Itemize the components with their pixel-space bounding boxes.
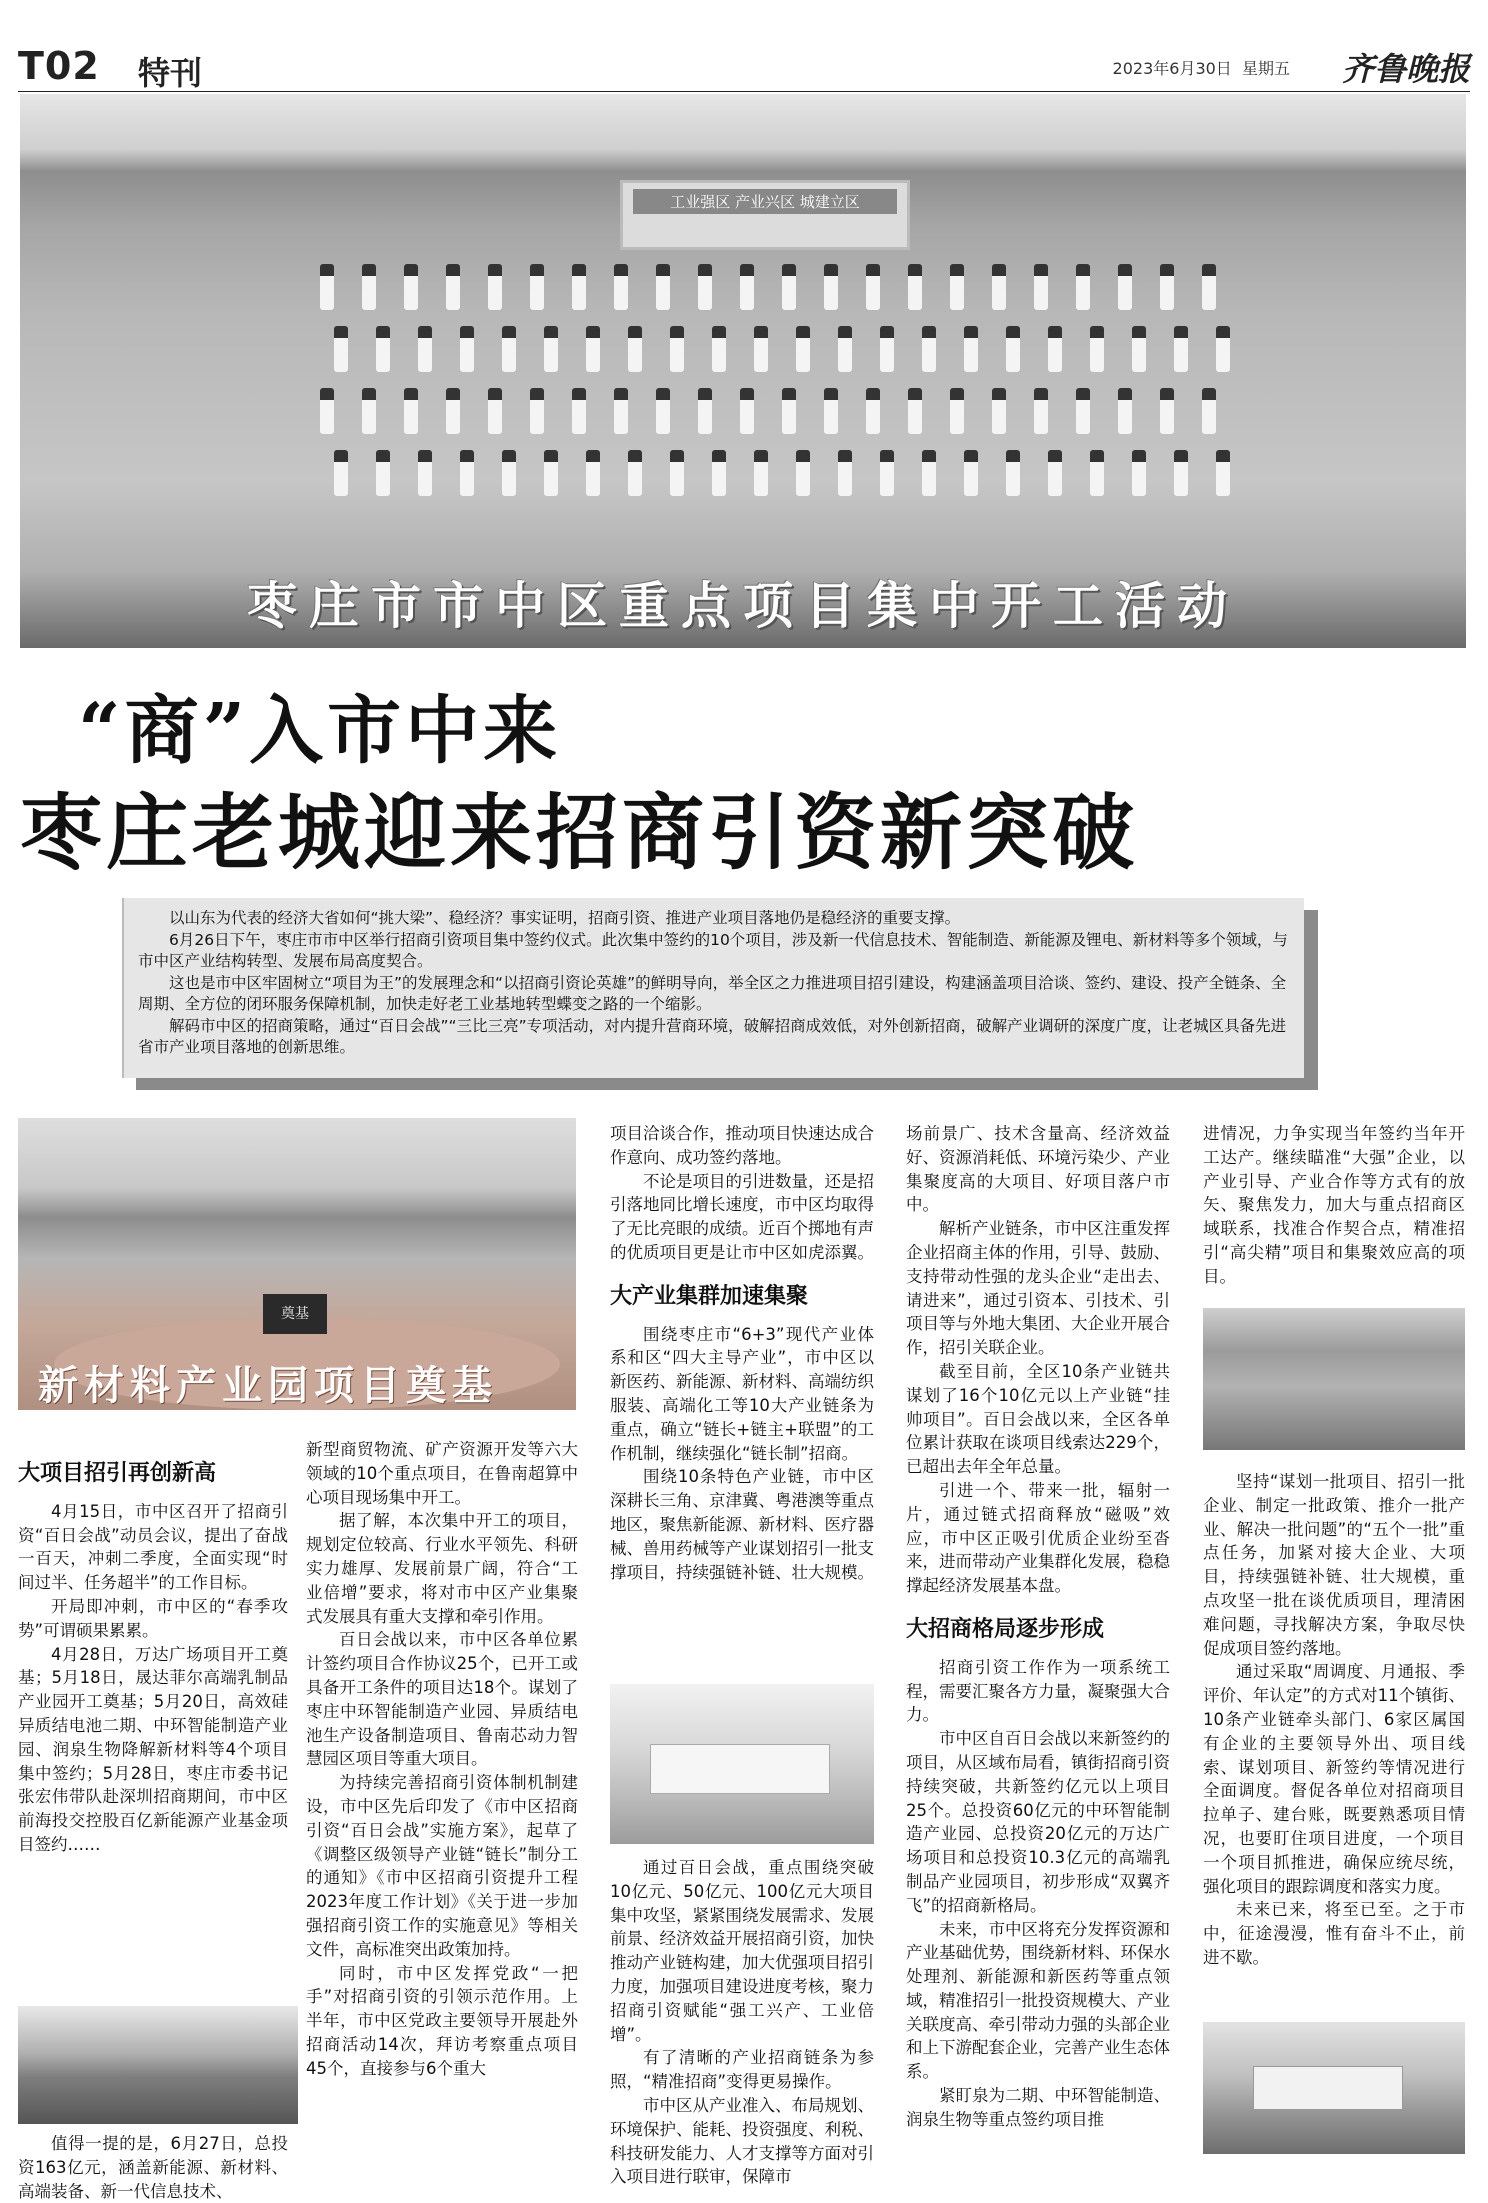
person-figure xyxy=(1202,388,1216,434)
person-figure xyxy=(964,450,978,496)
paragraph: 紧盯泉为二期、中环智能制造、润泉生物等重点签约项目推 xyxy=(906,2086,1170,2129)
person-figure xyxy=(1076,388,1090,434)
person-figure xyxy=(586,326,600,372)
person-figure xyxy=(838,326,852,372)
person-figure xyxy=(950,388,964,434)
person-figure xyxy=(1174,450,1188,496)
paragraph: 开局即冲刺，市中区的“春季攻势”可谓硕果累累。 xyxy=(18,1596,288,1640)
paragraph: 引进一个、带来一批，辐射一片，通过链式招商释放“磁吸”效应，市中区正吸引优质企业纷至沓来，进而带动产业集群化发展，稳稳撑起经济发展基本盘。 xyxy=(906,1480,1170,1596)
paragraph: 招商引资工作作为一项系统工程，需要汇聚各方力量，凝聚强大合力。 xyxy=(906,1657,1170,1725)
stage-banner xyxy=(620,180,910,250)
person-figure xyxy=(614,388,628,434)
person-figure xyxy=(586,450,600,496)
person-figure xyxy=(1034,264,1048,310)
person-figure xyxy=(824,388,838,434)
issue-date xyxy=(1113,56,1290,79)
column-5-bottom xyxy=(1203,1470,1465,1970)
person-figure xyxy=(670,450,684,496)
person-figure xyxy=(1160,264,1174,310)
person-figure xyxy=(908,264,922,310)
person-figure xyxy=(656,264,670,310)
paragraph: 通过采取“周调度、月通报、季评价、年认定”的方式对11个镇街、10条产业链牵头部门、6家区属国有企业的主要领导外出、项目线索、谋划项目、新签约等情况进行全面调度。督促各单位对招商项目拉单子、建台账，既要熟悉项目情况，也要盯住项目进度，一个项目一个项目抓推进，确保应统尽统，强化项目的跟踪调度和落实力度。 xyxy=(1203,1662,1465,1896)
person-figure xyxy=(922,326,936,372)
factory-rendering-photo xyxy=(610,1684,874,1844)
person-figure xyxy=(866,388,880,434)
person-figure xyxy=(530,388,544,434)
paragraph: 据了解，本次集中开工的项目，规划定位较高、行业水平领先、科研实力雄厚、发展前景广阔，符合“工业倍增”要求，将对市中区产业集聚式发展具有重大支撑和牵引作用。 xyxy=(306,1511,578,1626)
person-figure xyxy=(628,326,642,372)
person-figure xyxy=(502,450,516,496)
person-figure xyxy=(1216,450,1230,496)
person-figure xyxy=(698,388,712,434)
person-figure xyxy=(628,450,642,496)
paragraph: 进情况，力争实现当年签约当年开工达产。继续瞄准“大强”企业，以产业引导、产业合作等方式有的放矢、聚焦发力，加大与重点招商区域联系，找准合作契合点，精准招引“高尖精”项目和集聚效应高的项目。 xyxy=(1203,1124,1465,1286)
masthead xyxy=(18,44,1470,92)
column-1 xyxy=(18,1462,288,1857)
person-figure xyxy=(796,326,810,372)
building-shape xyxy=(1253,2066,1403,2110)
paragraph: 场前景广、技术含量高、经济效益好、资源消耗低、环境污染少、产业集聚度高的大项目、好项目落户市中。 xyxy=(906,1124,1170,1215)
column-1-bottom xyxy=(18,2132,288,2203)
person-figure xyxy=(376,326,390,372)
lead-paragraph: 以山东为代表的经济大省如何“挑大梁”、稳经济？事实证明，招商引资、推进产业项目落地仍是稳经济的重要支撑。 xyxy=(169,909,961,927)
paragraph: 4月15日，市中区召开了招商引资“百日会战”动员会议，提出了奋战一百天，冲刺二季度，全面实现“时间过半、任务超半”的工作目标。 xyxy=(18,1501,288,1593)
column-3 xyxy=(610,1122,874,1584)
person-figure xyxy=(712,450,726,496)
person-figure xyxy=(1090,450,1104,496)
person-figure xyxy=(446,264,460,310)
person-figure xyxy=(1048,450,1062,496)
person-figure xyxy=(572,264,586,310)
paragraph: 4月28日，万达广场项目开工奠基；5月18日，晟达菲尔高端乳制品产业园开工奠基；5月20日，高效硅异质结电池二期、中环智能制造产业园、润泉生物降解新材料等4个项目集中签约；5月28日，枣庄市委书记张宏伟带队赴深圳招商期间，市中区前海投交控股百亿新能源产业基金项目签约…… xyxy=(18,1644,288,1854)
person-figure xyxy=(1174,326,1188,372)
person-figure xyxy=(1160,388,1174,434)
paragraph: 围绕10条特色产业链，市中区深耕长三角、京津冀、粤港澳等重点地区，聚焦新能源、新材料、医疗器械、兽用药械等产业谋划招引一批支撑项目，持续强链补链、壮大规模。 xyxy=(610,1467,874,1582)
paragraph: 同时，市中区发挥党政“一把手”对招商引资的引领示范作用。上半年，市中区党政主要领导开展赴外招商活动14次，拜访考察重点项目45个，直接参与6个重大 xyxy=(306,1963,578,2078)
subheading: 大招商格局逐步形成 xyxy=(906,1616,1105,1642)
person-figure xyxy=(460,450,474,496)
industrial-park-photo xyxy=(1203,2022,1465,2154)
person-figure xyxy=(740,264,754,310)
person-figure xyxy=(992,264,1006,310)
person-figure xyxy=(782,388,796,434)
paragraph: 值得一提的是，6月27日，总投资163亿元，涵盖新能源、新材料、高端装备、新一代信息技术、 xyxy=(18,2134,288,2201)
person-figure xyxy=(1076,264,1090,310)
person-figure xyxy=(544,450,558,496)
person-figure xyxy=(334,326,348,372)
hero-caption: 枣庄市市中区重点项目集中开工活动 xyxy=(247,577,1239,635)
person-figure xyxy=(460,326,474,372)
ring-text: 新材料产业园项目奠基 xyxy=(38,1362,498,1409)
person-figure xyxy=(1048,326,1062,372)
paragraph: 围绕枣庄市“6+3”现代产业体系和区“四大主导产业”，市中区以新医药、新能源、新材料、高端纺织服装、高端化工等10大产业链条为重点，确立“链长+链主+联盟”的工作机制，继续强化“链长制”招商。 xyxy=(610,1324,874,1463)
person-figure xyxy=(1034,388,1048,434)
person-figure xyxy=(1118,388,1132,434)
person-figure xyxy=(376,450,390,496)
hero-photo xyxy=(20,94,1466,648)
crowd-figures xyxy=(300,264,1240,544)
paragraph: 市中区从产业准入、布局规划、环境保护、能耗、投资强度、利税、科技研发能力、人才支撑等方面对引入项目进行联审，保障市 xyxy=(610,2095,874,2187)
person-figure xyxy=(880,450,894,496)
person-figure xyxy=(572,388,586,434)
paragraph: 百日会战以来，市中区各单位累计签约项目合作协议25个，已开工或具备开工条件的项目达18个。谋划了枣庄中环智能制造产业园、异质结电池生产设备制造项目、鲁南芯动力智慧园区项目等重大项目。 xyxy=(306,1630,578,1769)
person-figure xyxy=(880,326,894,372)
signing-ceremony-photo xyxy=(1203,1308,1465,1450)
person-figure xyxy=(1118,264,1132,310)
person-figure xyxy=(418,450,432,496)
person-figure xyxy=(362,264,376,310)
person-figure xyxy=(1006,326,1020,372)
person-figure xyxy=(782,264,796,310)
paragraph: 解析产业链条，市中区注重发挥企业招商主体的作用，引导、鼓励、支持带动性强的龙头企业“走出去、请进来”，通过引资本、引技术、引项目等与外地大集团、大企业开展合作，招引关联企业。 xyxy=(906,1219,1170,1358)
paragraph: 不论是项目的引进数量，还是招引落地同比增长速度，市中区均取得了无比亮眼的成绩。近百个掷地有声的优质项目更是让市中区如虎添翼。 xyxy=(610,1171,874,1262)
person-figure xyxy=(1090,326,1104,372)
paragraph: 截至目前，全区10条产业链共谋划了16个10亿元以上产业链“挂帅项目”。百日会战以来，全区各单位累计获取在谈项目线索达229个，已超出去年全年总量。 xyxy=(906,1361,1170,1477)
paragraph: 市中区自百日会战以来新签约的项目，从区域布局看，镇街招商引资持续突破，共新签约亿元以上项目25个。总投资60亿元的中环智能制造产业园、总投资20亿元的万达广场项目和总投资10.3亿元的高端乳制品产业园项目，初步形成“双翼齐飞”的招商新格局。 xyxy=(906,1729,1170,1915)
person-figure xyxy=(698,264,712,310)
person-figure xyxy=(488,388,502,434)
person-figure xyxy=(320,264,334,310)
person-figure xyxy=(488,264,502,310)
person-figure xyxy=(614,264,628,310)
person-figure xyxy=(502,326,516,372)
paragraph: 新型商贸物流、矿产资源开发等六大领域的10个重点项目，在鲁南超算中心项目现场集中开工。 xyxy=(306,1440,578,1507)
person-figure xyxy=(712,326,726,372)
paragraph: 未来已来，将至已至。之于市中，征途漫漫，惟有奋斗不止，前进不歇。 xyxy=(1203,1900,1465,1967)
paragraph: 有了清晰的产业招商链条为参照，“精准招商”变得更易操作。 xyxy=(610,2048,874,2092)
person-figure xyxy=(824,264,838,310)
person-figure xyxy=(320,388,334,434)
lead-paragraph: 6月26日下午，枣庄市市中区举行招商引资项目集中签约仪式。此次集中签约的10个项目，涉及新一代信息技术、智能制造、新能源及锂电、新材料等多个领域，与市中区产业结构转型、发展布局高度契合。 xyxy=(138,930,1288,970)
person-figure xyxy=(866,264,880,310)
person-figure xyxy=(1006,450,1020,496)
person-figure xyxy=(544,326,558,372)
person-figure xyxy=(404,264,418,310)
foundation-stone: 奠基 xyxy=(263,1294,327,1334)
section-name: 特刊 xyxy=(138,54,203,92)
person-figure xyxy=(656,388,670,434)
lead-paragraph: 解码市中区的招商策略，通过“百日会战”“三比三亮”专项活动，对内提升营商环境，破解招商成效低，对外创新招商，破解产业调研的深度广度，让老城区具备先进省市产业项目落地的创新思维。 xyxy=(138,1016,1287,1056)
person-figure xyxy=(1216,326,1230,372)
lead-box xyxy=(122,898,1304,1078)
person-figure xyxy=(1132,326,1146,372)
subheading: 大产业集群加速集聚 xyxy=(610,1283,809,1309)
paragraph: 为持续完善招商引资体制机制建设，市中区先后印发了《市中区招商引资“百日会战”实施方案》，起草了《调整区级领导产业链“链长”制分工的通知》《市中区招商引资提升工程2023年度工作计划》《关于进一步加强招商引资工作的实施意见》等相关文件，高标准突出政策加持。 xyxy=(306,1773,578,1959)
person-figure xyxy=(922,450,936,496)
person-figure xyxy=(754,450,768,496)
newspaper-logo: 齐鲁晚报 xyxy=(1341,50,1470,88)
column-4 xyxy=(906,1122,1170,2132)
person-figure xyxy=(992,388,1006,434)
person-figure xyxy=(670,326,684,372)
person-figure xyxy=(530,264,544,310)
meeting-photo xyxy=(18,2006,298,2124)
headline-line2: 枣庄老城迎来招商引资新突破 xyxy=(20,785,1139,881)
person-figure xyxy=(404,388,418,434)
subheading: 大项目招引再创新高 xyxy=(18,1461,217,1486)
person-figure xyxy=(334,450,348,496)
banner-slogan: 工业强区 产业兴区 城建立区 xyxy=(633,189,897,214)
person-figure xyxy=(964,326,978,372)
person-figure xyxy=(838,450,852,496)
person-figure xyxy=(362,388,376,434)
lead-paragraph: 这也是市中区牢固树立“项目为王”的发展理念和“以招商引资论英雄”的鲜明导向，举全区之力推进项目招引建设，构建涵盖项目洽谈、签约、建设、投产全链条、全周期、全方位的闭环服务保障机制，加快走好老工业基地转型蝶变之路的一个缩影。 xyxy=(138,973,1287,1013)
person-figure xyxy=(1132,450,1146,496)
person-figure xyxy=(754,326,768,372)
paragraph: 坚持“谋划一批项目、招引一批企业、制定一批政策、推介一批产业、解决一批问题”的“五个一批”重点任务，加紧对接大企业、大项目，持续强链补链、壮大规模，重点攻坚一批在谈优质项目，理清困难问题，寻找解决方案，争取尽快促成项目签约落地。 xyxy=(1203,1472,1465,1658)
person-figure xyxy=(1202,264,1216,310)
column-5 xyxy=(1203,1122,1465,1289)
person-figure xyxy=(446,388,460,434)
person-figure xyxy=(418,326,432,372)
building-shape xyxy=(650,1744,830,1794)
person-figure xyxy=(950,264,964,310)
groundbreaking-photo xyxy=(18,1118,576,1410)
person-figure xyxy=(796,450,810,496)
paragraph: 通过百日会战，重点围绕突破10亿元、50亿元、100亿元大项目集中攻坚，紧紧围绕发展需求、发展前景、经济效益开展招商引资，加快推动产业链构建，加大优强项目招引力度，加强项目建设进度考核，聚力招商引资赋能“强工兴产、工业倍增”。 xyxy=(610,1858,874,2044)
column-2 xyxy=(306,1438,578,2081)
issue-weekday: 星期五 xyxy=(1241,59,1290,78)
person-figure xyxy=(908,388,922,434)
paragraph: 项目洽谈合作，推动项目快速达成合作意向、成功签约落地。 xyxy=(610,1124,874,1167)
paragraph: 未来，市中区将充分发挥资源和产业基础优势，围绕新材料、环保水处理剂、新能源和新医药等重点领域，精准招引一批投资规模大、产业关联度高、牵引带动力强的头部企业和上下游配套企业，完善产业生态体系。 xyxy=(906,1919,1170,2082)
page-number: T02 xyxy=(18,44,100,88)
person-figure xyxy=(740,388,754,434)
column-3-bottom xyxy=(610,1856,874,2189)
headline-line1: “商”入市中来 xyxy=(78,688,562,774)
issue-date-text: 2023年6月30日 xyxy=(1112,59,1232,78)
